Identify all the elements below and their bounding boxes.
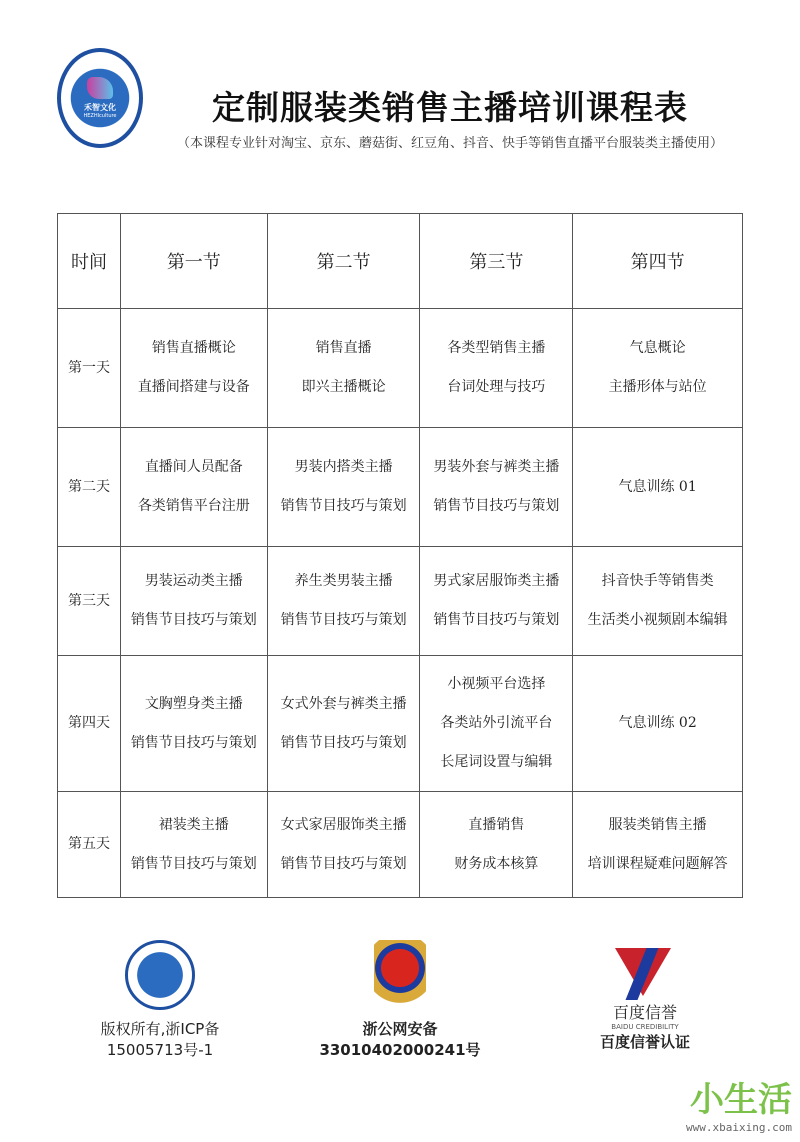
course-line: 销售节目技巧与策划 [433, 498, 560, 514]
course-line: 主播形体与站位 [608, 379, 707, 395]
course-line: 直播销售 [468, 816, 525, 833]
course-cell [420, 428, 573, 547]
logo-mark-icon [87, 77, 113, 99]
day-cell: 第五天 [58, 792, 121, 898]
course-line: 各类型销售主播 [447, 340, 546, 356]
course-cell [573, 309, 743, 428]
course-cell [420, 792, 573, 898]
baidu-credibility-icon [610, 948, 680, 998]
table-row [58, 547, 743, 656]
course-line: 养生类男装主播 [294, 573, 393, 589]
day-cell: 第一天 [58, 309, 121, 428]
course-line: 生活类小视频剧本编辑 [587, 612, 728, 628]
column-header: 第三节 [420, 214, 573, 309]
column-header: 时间 [58, 214, 121, 309]
course-line: 裙装类主播 [158, 816, 229, 833]
course-line: 财务成本核算 [454, 855, 539, 872]
header-row [58, 214, 743, 309]
icp-text: 版权所有,浙ICP备15005713号-1 [100, 1020, 220, 1059]
course-cell [267, 656, 420, 792]
table-row [58, 428, 743, 547]
day-cell: 第二天 [58, 428, 121, 547]
baidu-label: 百度信誉认证 [599, 1033, 690, 1051]
company-logo [57, 48, 143, 148]
course-line: 小视频平台选择 [447, 676, 546, 692]
course-line: 台词处理与技巧 [447, 379, 546, 395]
course-line: 男装外套与裤类主播 [433, 459, 560, 475]
course-line: 各类站外引流平台 [440, 715, 553, 731]
course-line: 销售节目技巧与策划 [433, 612, 560, 628]
course-line: 气息训练 01 [618, 478, 697, 495]
page-subtitle: （本课程专业针对淘宝、京东、蘑菇街、红豆角、抖音、快手等销售直播平台服装类主播使用） [176, 136, 723, 151]
course-line: 销售节目技巧与策划 [280, 498, 407, 514]
course-line: 男式家居服饰类主播 [433, 573, 560, 589]
course-cell [267, 547, 420, 656]
course-line: 长尾词设置与编辑 [440, 754, 553, 770]
course-line: 直播间人员配备 [144, 459, 243, 475]
baidu-en: BAIDU CREDIBILITY [611, 1023, 679, 1031]
course-line: 销售节目技巧与策划 [280, 855, 407, 872]
police-record-text: 浙公网安备 33010402000241号 [319, 1020, 481, 1059]
course-cell [573, 656, 743, 792]
course-line: 文胸塑身类主播 [144, 695, 243, 712]
logo-text-cn: 禾智文化 [84, 103, 116, 112]
course-line: 直播间搭建与设备 [137, 379, 250, 395]
table-row [58, 792, 743, 898]
course-cell [573, 428, 743, 547]
course-line: 男装内搭类主播 [294, 459, 393, 475]
course-line: 各类销售平台注册 [137, 498, 250, 514]
column-header: 第四节 [573, 214, 743, 309]
schedule-table [57, 213, 743, 898]
logo-text-en: HEZHIculture [83, 113, 117, 119]
footer-company-logo [125, 940, 195, 1010]
course-line: 气息训练 02 [618, 715, 697, 731]
course-cell [120, 309, 267, 428]
course-line: 销售节目技巧与策划 [130, 855, 257, 872]
course-cell [120, 428, 267, 547]
course-line: 培训课程疑难问题解答 [587, 855, 728, 872]
course-cell [573, 792, 743, 898]
course-cell [267, 309, 420, 428]
table-row [58, 656, 743, 792]
course-cell [420, 656, 573, 792]
course-line: 销售节目技巧与策划 [280, 734, 407, 751]
course-cell [420, 309, 573, 428]
course-cell [420, 547, 573, 656]
course-line: 销售直播概论 [151, 340, 236, 356]
table-row [58, 309, 743, 428]
course-line: 即兴主播概论 [301, 379, 386, 395]
police-emblem-icon [374, 940, 426, 1010]
column-header: 第一节 [120, 214, 267, 309]
watermark-text: 小生活 [690, 1080, 792, 1120]
page-title: 定制服装类销售主播培训课程表 [212, 88, 688, 127]
course-cell [120, 792, 267, 898]
course-cell [120, 656, 267, 792]
day-cell: 第四天 [58, 656, 121, 792]
course-line: 销售节目技巧与策划 [130, 612, 257, 628]
watermark-url: www.xbaixing.com [686, 1121, 792, 1134]
course-line: 女式家居服饰类主播 [280, 816, 407, 833]
column-header: 第二节 [267, 214, 420, 309]
course-cell [120, 547, 267, 656]
course-line: 销售节目技巧与策划 [130, 734, 257, 751]
course-line: 气息概论 [629, 340, 686, 356]
baidu-cn: 百度信誉 [612, 1003, 677, 1022]
course-line: 销售节目技巧与策划 [280, 612, 407, 628]
day-cell: 第三天 [58, 547, 121, 656]
course-cell [267, 792, 420, 898]
course-line: 女式外套与裤类主播 [280, 695, 407, 712]
course-line: 抖音快手等销售类 [601, 573, 714, 589]
course-line: 男装运动类主播 [144, 573, 243, 589]
course-cell [267, 428, 420, 547]
course-line: 服装类销售主播 [608, 816, 707, 833]
course-cell [573, 547, 743, 656]
course-line: 销售直播 [315, 340, 372, 356]
watermark [686, 1072, 792, 1134]
footer [0, 940, 800, 1060]
